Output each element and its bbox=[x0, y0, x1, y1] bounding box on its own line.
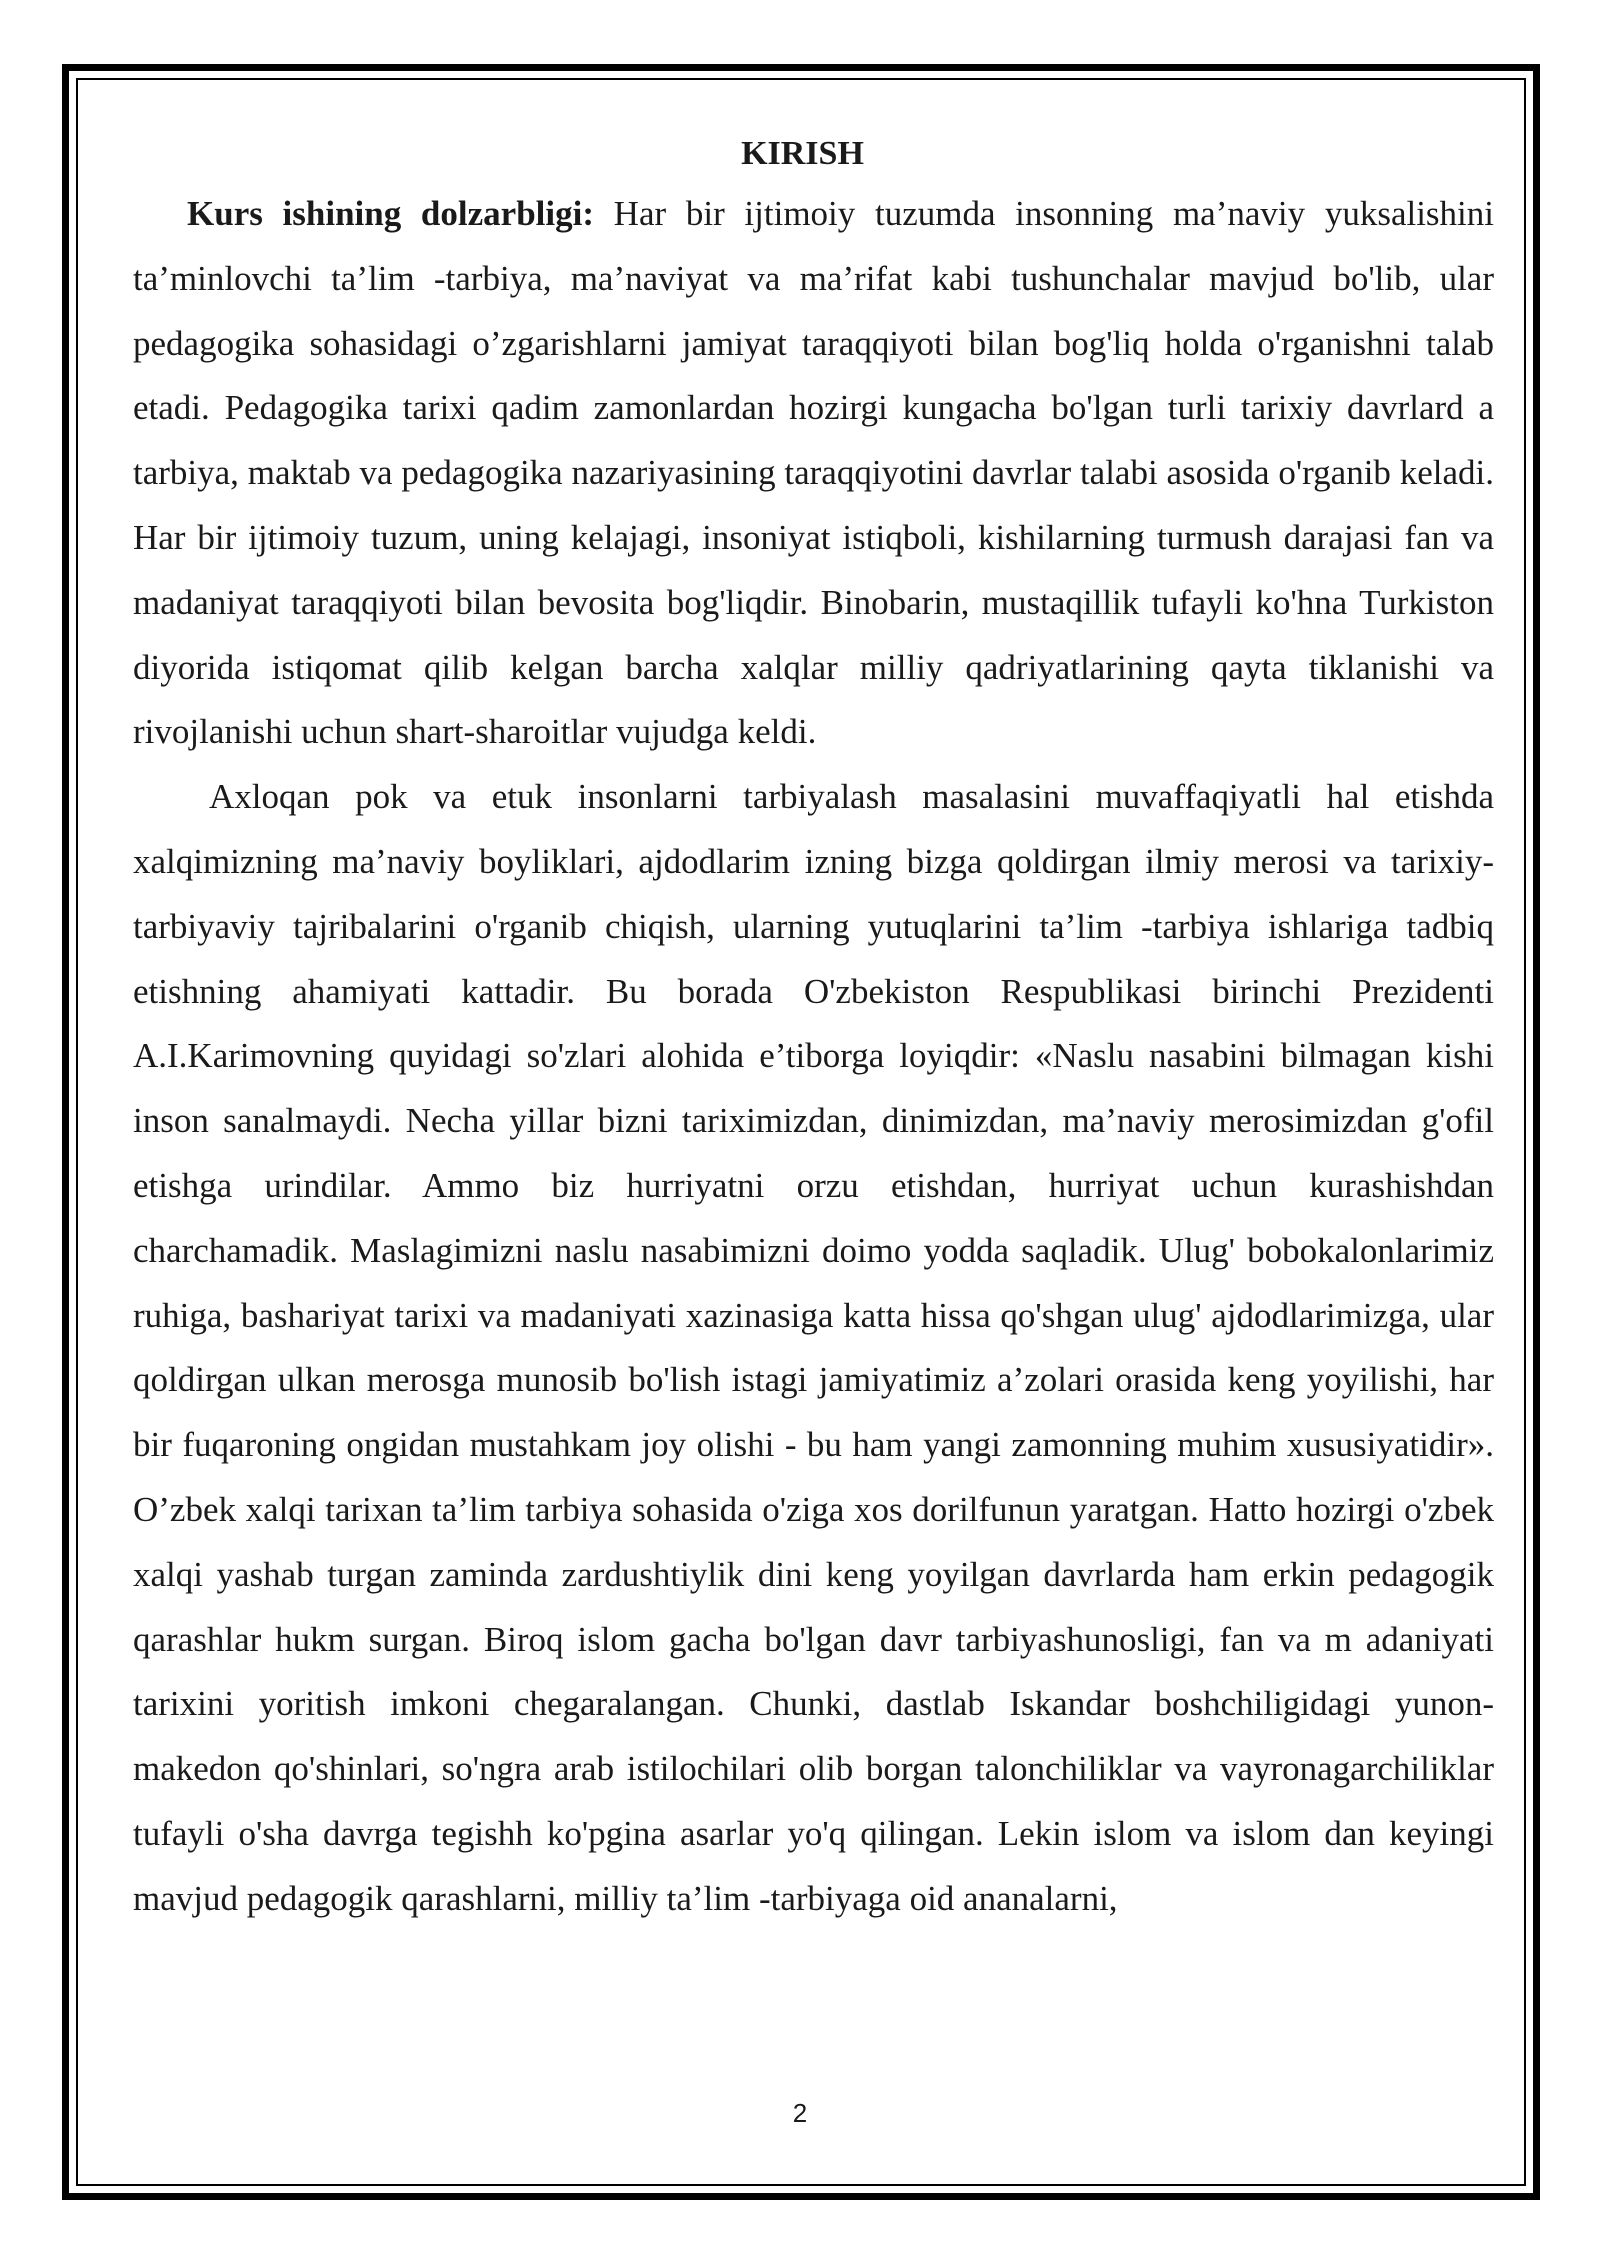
paragraph-moral-education: Axloqan pok va etuk insonlarni tarbiyalash masalasini muvaffaqiyatli hal etishda xalqimizning ma’naviy boyliklari, ajdodlarim izning bizga qoldirgan ilmiy merosi va tarixiy-tarbiyaviy tajribalarini o'rganib chiqish, ularning yutuqlarini ta’lim -tarbiya ishlariga tadbiq etishning ahamiyati kattadir. Bu borada O'zbekiston Respublikasi birinchi Prezidenti A.I.Karimovning quyidagi so'zlari alohida e’tiborga loyiqdir: «Naslu nasabini bilmagan kishi inson sanalmaydi. Necha yillar bizni tariximizdan, dinimizdan, ma’naviy merosimizdan g'ofil etishga urindilar. Ammo biz hurriyatni orzu etishdan, hurriyat uchun kurashishdan charchamadik. Maslagimizni naslu nasabimizni doimo yodda saqladik. Ulug' bobokalonlarimiz ruhiga, bashariyat tarixi va madaniyati xazinasiga katta hissa qo'shgan ulug' ajdodlarimizga, ular qoldirgan ulkan merosga munosib bo'lish istagi jamiyatimiz a’zolari orasida keng yoyilishi, har bir fuqaroning ongidan mustahkam joy olishi - bu ham yangi zamonning muhim xususiyatidir». O’zbek xalqi tarixan ta’lim tarbiya sohasida o'ziga xos dorilfunun yaratgan. Hatto hozirgi o'zbek xalqi yashab turgan zaminda zardushtiylik dini keng yoyilgan davrlarda ham erkin pedagogik qarashlar hukm surgan. Biroq islom gacha bo'lgan davr tarbiyashunosligi, fan va m adaniyati tarixini yoritish imkoni chegaralangan. Chunki, dastlab Iskandar boshchiligidagi yunon-makedon qo'shinlari, so'ngra arab istilochilari olib borgan talonchiliklar va vayronagarchiliklar tufayli o'sha davrga tegishh ko'pgina asarlar yo'q qilingan. Lekin islom va islom dan keyingi mavjud pedagogik qarashlarni, milliy ta’lim -tarbiyaga oid ananalarni, bbox=[133, 777, 1494, 1918]
paragraph-relevance bbox=[133, 182, 1494, 765]
paragraph-body: Har bir ijtimoiy tuzumda insonning ma’naviy yuksalishini ta’minlovchi ta’lim -tarbiya, ma’naviyat va ma’rifat kabi tushunchalar mavjud bo'lib, ular pedagogika sohasidagi o’zgarishlarni jamiyat taraqqiyoti bilan bog'liq holda o'rganishni talab etadi. Pedagogika tarixi qadim zamonlardan hozirgi kungacha bo'lgan turli tarixiy davrlard a tarbiya, maktab va pedagogika nazariyasining taraqqiyotini davrlar talabi asosida o'rganib keladi. Har bir ijtimoiy tuzum, uning kelajagi, insoniyat istiqboli, kishilarning turmush darajasi fan va madaniyat taraqqiyoti bilan bevosita bog'liqdir. Binobarin, mustaqillik tufayli ko'hna Turkiston diyorida istiqomat qilib kelgan barcha xalqlar milliy qadriyatlarining qayta tiklanishi va rivojlanishi uchun shart-sharoitlar vujudga keldi. bbox=[133, 194, 1494, 752]
paragraph-lead: Kurs ishining dolzarbligi: bbox=[187, 194, 594, 233]
document-heading: KIRISH bbox=[741, 135, 864, 172]
page-number: 2 bbox=[792, 2098, 808, 2128]
document-body bbox=[133, 128, 1494, 1932]
